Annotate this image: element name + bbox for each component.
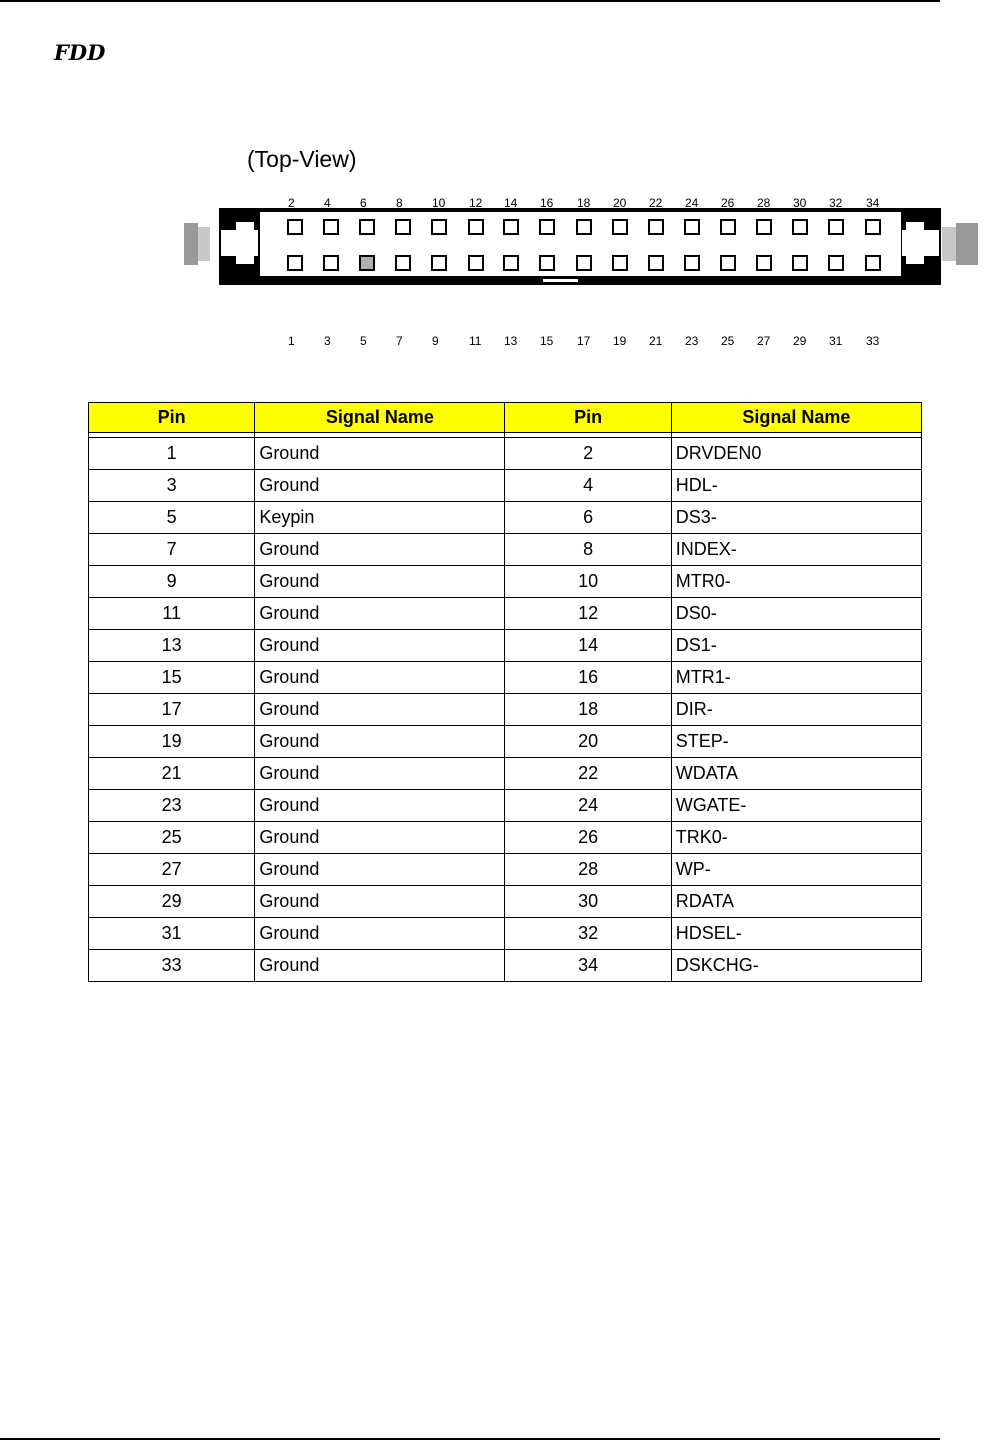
pin-number-even: 34 [505,950,671,982]
table-row [89,950,922,982]
pin-number-even: 30 [505,886,671,918]
pin-square [613,220,627,234]
right-latch-dark [956,223,978,265]
pin-number-even: 16 [505,662,671,694]
pin-square [793,256,807,270]
pin-label: 12 [469,196,483,210]
header-pin-2: Pin [505,403,671,433]
header-signal-2: Signal Name [671,403,921,433]
header-pin-1: Pin [89,403,255,433]
pin-number-even: 22 [505,758,671,790]
pin-label: 10 [432,196,446,210]
signal-name-odd: Ground [255,438,505,470]
pin-label: 32 [829,196,843,210]
pin-label: 8 [396,196,403,210]
signal-name-even: DSKCHG- [671,950,921,982]
pin-square [324,220,338,234]
pin-number-odd: 3 [89,470,255,502]
table-row [89,790,922,822]
pin-square [793,220,807,234]
signal-name-odd: Ground [255,694,505,726]
pin-label: 33 [866,334,880,348]
pin-square [721,220,735,234]
signal-name-odd: Ground [255,950,505,982]
pin-number-odd: 23 [89,790,255,822]
pin-label: 30 [793,196,807,210]
signal-name-even: MTR1- [671,662,921,694]
table-row [89,502,922,534]
pin-square [504,220,518,234]
pin-number-odd: 27 [89,854,255,886]
table-row [89,630,922,662]
pin-square [829,256,843,270]
pin-square [540,220,554,234]
pin-label: 28 [757,196,771,210]
pin-label: 29 [793,334,807,348]
signal-name-even: TRK0- [671,822,921,854]
right-latch-light [942,227,956,261]
pin-square [360,220,374,234]
signal-name-even: DRVDEN0 [671,438,921,470]
pin-number-odd: 15 [89,662,255,694]
pin-label: 25 [721,334,735,348]
pin-number-odd: 21 [89,758,255,790]
table-row [89,694,922,726]
pin-number-even: 14 [505,630,671,662]
signal-name-odd: Ground [255,854,505,886]
pin-square [721,256,735,270]
table-row [89,662,922,694]
pin-number-odd: 17 [89,694,255,726]
pin-label: 1 [288,334,295,348]
fdd-connector-diagram [0,185,1003,360]
pin-square [685,256,699,270]
pin-number-even: 26 [505,822,671,854]
left-latch-dark [184,223,198,265]
pin-number-odd: 19 [89,726,255,758]
table-row [89,918,922,950]
signal-name-even: DIR- [671,694,921,726]
pin-square [396,220,410,234]
pin-label: 3 [324,334,331,348]
signal-name-even: DS1- [671,630,921,662]
pin-square [288,256,302,270]
pin-assignment-table [88,402,922,982]
pin-number-even: 20 [505,726,671,758]
pin-square [685,220,699,234]
pin-square [577,220,591,234]
pin-number-odd: 11 [89,598,255,630]
signal-name-even: STEP- [671,726,921,758]
pin-square [829,220,843,234]
pin-label: 26 [721,196,735,210]
signal-name-even: WGATE- [671,790,921,822]
keypin-square [360,256,374,270]
pin-number-even: 4 [505,470,671,502]
section-title: FDD [54,40,106,65]
pin-number-odd: 13 [89,630,255,662]
pin-label: 20 [613,196,627,210]
pin-label: 31 [829,334,843,348]
pin-label: 22 [649,196,663,210]
left-latch-light [198,227,210,261]
pin-square [396,256,410,270]
pin-label: 23 [685,334,699,348]
pin-square [866,220,880,234]
signal-name-even: HDL- [671,470,921,502]
pin-number-even: 12 [505,598,671,630]
signal-name-even: RDATA [671,886,921,918]
signal-name-odd: Ground [255,630,505,662]
table-row [89,534,922,566]
pin-label: 7 [396,334,403,348]
pin-label: 16 [540,196,554,210]
pin-label: 6 [360,196,367,210]
pin-label: 27 [757,334,771,348]
pin-number-even: 6 [505,502,671,534]
signal-name-even: DS0- [671,598,921,630]
pin-label: 5 [360,334,367,348]
signal-name-even: WDATA [671,758,921,790]
pin-label: 15 [540,334,554,348]
signal-name-even: MTR0- [671,566,921,598]
signal-name-odd: Ground [255,598,505,630]
pin-label: 14 [504,196,518,210]
table-row [89,758,922,790]
signal-name-odd: Ground [255,726,505,758]
table-row [89,854,922,886]
pin-number-even: 10 [505,566,671,598]
pin-square [613,256,627,270]
pin-label: 21 [649,334,663,348]
pin-number-odd: 7 [89,534,255,566]
signal-name-odd: Ground [255,822,505,854]
pin-label: 4 [324,196,331,210]
table-header-row [89,403,922,433]
pin-label: 9 [432,334,439,348]
pin-label: 18 [577,196,591,210]
signal-name-even: INDEX- [671,534,921,566]
pin-square [866,256,880,270]
signal-name-odd: Ground [255,886,505,918]
table-row [89,598,922,630]
table-row [89,822,922,854]
table-row [89,726,922,758]
pin-number-odd: 33 [89,950,255,982]
pin-label: 13 [504,334,518,348]
table-row [89,470,922,502]
pin-square [757,220,771,234]
pin-number-even: 28 [505,854,671,886]
pin-label: 34 [866,196,880,210]
table-row [89,566,922,598]
pin-number-odd: 29 [89,886,255,918]
signal-name-odd: Ground [255,534,505,566]
signal-name-odd: Ground [255,662,505,694]
signal-name-odd: Ground [255,758,505,790]
signal-name-odd: Ground [255,566,505,598]
top-rule [0,0,940,2]
pin-label: 11 [469,334,482,348]
pin-label: 24 [685,196,699,210]
bottom-rule [0,1438,940,1440]
pin-square [649,256,663,270]
pin-label: 19 [613,334,627,348]
pin-number-odd: 31 [89,918,255,950]
pin-number-odd: 1 [89,438,255,470]
pin-square [469,220,483,234]
signal-name-even: WP- [671,854,921,886]
signal-name-odd: Ground [255,918,505,950]
pin-number-even: 24 [505,790,671,822]
pin-number-even: 32 [505,918,671,950]
pin-square [540,256,554,270]
diagram-caption: (Top-View) [247,146,357,172]
pin-square [757,256,771,270]
pin-square [649,220,663,234]
pin-number-even: 2 [505,438,671,470]
pin-number-odd: 25 [89,822,255,854]
pin-square [288,220,302,234]
signal-name-even: HDSEL- [671,918,921,950]
header-signal-1: Signal Name [255,403,505,433]
signal-name-odd: Ground [255,790,505,822]
pin-label: 2 [288,196,295,210]
pin-number-odd: 5 [89,502,255,534]
pin-square [504,256,518,270]
pin-square [432,220,446,234]
pin-number-even: 8 [505,534,671,566]
pin-label: 17 [577,334,591,348]
table-row [89,438,922,470]
signal-name-odd: Keypin [255,502,505,534]
signal-name-even: DS3- [671,502,921,534]
pin1-key-slot [543,279,578,282]
pin-number-even: 18 [505,694,671,726]
pin-square [469,256,483,270]
pin-square [324,256,338,270]
pin-square [432,256,446,270]
signal-name-odd: Ground [255,470,505,502]
table-row [89,886,922,918]
pin-square [577,256,591,270]
pin-number-odd: 9 [89,566,255,598]
